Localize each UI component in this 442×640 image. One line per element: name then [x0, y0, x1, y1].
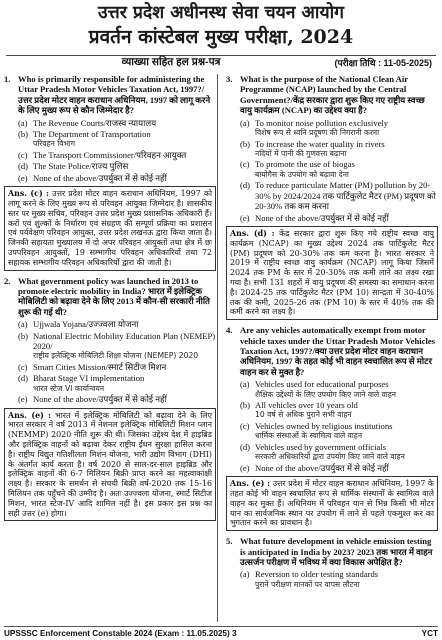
option-a: [4, 118, 216, 128]
option-text-en: To promote the use of biogas: [255, 159, 355, 170]
option-letter: (b): [18, 330, 29, 341]
question-number: 4.: [226, 325, 233, 336]
option-letter: (d): [240, 180, 251, 191]
commission-title: उत्तर प्रदेश अधीनस्थ सेवा चयन आयोग: [98, 3, 344, 23]
answer-box-4: [226, 476, 438, 531]
option-e: [4, 394, 216, 404]
question-3: [226, 74, 438, 116]
option-b: [226, 139, 438, 159]
option-text-hi: शैक्षिक उद्देश्यों के लिए उपयोग किए जाने वाले वाहन: [255, 389, 397, 399]
option-a: [4, 319, 216, 329]
option-text-hi: उपर्युक्त में से कोई नहीं: [320, 462, 389, 473]
option-text-en: The Department of Transportation: [33, 129, 151, 140]
option-letter: (a): [18, 319, 28, 330]
question-number: 5.: [226, 536, 233, 547]
subtitle-bar: [6, 55, 436, 71]
option-text-hi: सरकारी अधिकारियों द्वारा उपयोग किए जाने वाले वाहन: [255, 452, 405, 462]
option-letter: (c): [240, 159, 250, 170]
paper-subtitle: व्याख्या सहित हल प्रश्न-पत्र: [121, 56, 221, 68]
option-text-en: Vehicles owned by religious institutions: [255, 420, 393, 431]
option-text-hi: बायोगैस के उपयोग को बढ़ावा देना: [255, 169, 349, 179]
option-text-hi: पुराने परीक्षण मानकों पर वापस लौटना: [255, 579, 360, 589]
option-a: [226, 379, 438, 399]
option-text-en: All vehicles over 10 years old: [255, 400, 358, 411]
two-column-body: [4, 74, 440, 622]
option-letter: (a): [240, 117, 250, 128]
right-column: [226, 74, 438, 622]
option-text-hi: नदियों में पानी की गुणवत्ता बढ़ाना: [255, 148, 347, 158]
option-text-en: None of the above/: [255, 212, 321, 223]
option-a: [226, 569, 438, 589]
option-letter: (c): [240, 420, 250, 431]
option-letter: (c): [18, 149, 28, 160]
option-d: [4, 161, 216, 171]
question-text-en: Who is primarily responsible for administering the Uttar Pradesh Motor Vehicles Taxation Act, 1997?/: [18, 74, 205, 95]
option-b: [4, 129, 216, 149]
option-text-en: The Transport Commissioner/: [33, 149, 137, 160]
option-c: [226, 421, 438, 441]
option-text-hi: 10 वर्ष से अधिक पुराने सभी वाहन: [255, 410, 352, 420]
option-letter: (a): [18, 117, 28, 128]
option-text-hi: उज्ज्वला योजना: [88, 319, 139, 330]
option-letter: (d): [18, 161, 29, 172]
option-text-en: Smart Cities Mission/: [33, 361, 108, 372]
question-2: [4, 276, 216, 318]
answer-explanation-cont: अतः उज्ज्वला योजना, स्मार्ट सिटीज मिशन, भारत स्टेज-IV आदि शामिल नहीं है। इस प्रकार इस प्रश्न का सही उत्तर (e) होगा।: [8, 488, 212, 518]
option-text-hi: राज्य पुलिस: [91, 161, 129, 172]
option-letter: (b): [240, 138, 251, 149]
answer-label: Ans. (e) :: [230, 479, 271, 489]
question-text-hi: क्या उत्तर प्रदेश मोटर वाहन कराधान अधिनियम, 1997 के तहत कोई भी वाहन स्वचालित रूप से मोटर वाहन कर से मुक्त है?: [240, 345, 432, 377]
option-text-hi: भारत स्टेज VI कार्यान्वयन: [33, 383, 105, 393]
option-text-hi: उपर्युक्त में से कोई नहीं: [98, 172, 167, 183]
option-text-en: None of the above/: [33, 172, 99, 183]
option-c: [4, 150, 216, 160]
question-number: 1.: [4, 74, 11, 84]
option-e: [226, 213, 438, 223]
option-letter: (b): [240, 400, 251, 411]
answer-explanation: उत्तर प्रदेश में मोटर वाहन कराधान अधिनियम, 1997 के तहत कोई भी वाहन स्वचालित रूप से धार्मिक संस्थानों के स्वामित्व वाले वाहन कर मुक्त हैं। अधिनियम में परिवहन यान से भिन्न किसी भी मोटर यान का सार्वजनिक स्थान पर उपयोग में लाने से पहले एकमुश्त कर का भुगतान करने का प्रावधान है।: [230, 479, 434, 528]
question-number: 2.: [4, 275, 11, 286]
option-letter: (a): [240, 379, 250, 390]
option-letter: (c): [18, 361, 28, 372]
option-text-en: To reduce particulate Matter (PM) pollution by 20-30% by 2024/: [255, 180, 431, 201]
option-letter: (e): [18, 172, 28, 183]
option-letter: (d): [240, 441, 251, 452]
question-text-hi: 2023 तक भारत में वाहन उत्सर्जन परीक्षण में भविष्य में क्या विकास अपेक्षित है?: [240, 546, 433, 567]
option-text-hi: 2024 तक पार्टिकुलेट मैटर (PM) प्रदूषण को 20-30% तक कम करना: [255, 190, 436, 212]
option-c: [226, 159, 438, 179]
option-text-en: Reversion to older testing standards: [255, 569, 379, 580]
option-d: [226, 180, 438, 211]
question-text-hi: भारत में इलेक्ट्रिक मोबिलिटी को बढ़ावा देने के लिए 2013 में कौन-सी सरकारी नीति शुरू की गई थी?: [18, 285, 210, 317]
left-column: [4, 74, 216, 622]
option-letter: (d): [18, 373, 29, 384]
option-letter: (a): [240, 569, 250, 580]
option-text-en: None of the above/: [33, 394, 99, 405]
option-text-hi: स्मार्ट सिटीज मिशन: [107, 361, 167, 372]
answer-box-3: [226, 226, 438, 320]
question-number: 3.: [226, 74, 233, 84]
question-text-en: What future development in vehicle emission testing is anticipated in India by 2023?: [240, 536, 432, 557]
option-text-hi: राजस्व न्यायालय: [106, 117, 157, 128]
option-text-hi: उपर्युक्त में से कोई नहीं: [320, 212, 389, 223]
question-4: [226, 325, 438, 377]
option-letter: (e): [240, 212, 250, 223]
answer-explanation: उत्तर प्रदेश मोटर वाहन कराधान अधिनियम, 1997 को लागू करने के लिए मुख्य रूप से परिवहन आयुक्त जिम्मेदार है। शासकीय स्तर पर मुख्य सचिव, परिवहन उत्तर प्रदेश मुख्य प्रशासनिक अधिकारी हैं। करों एवं शुल्कों के निर्धारण एवं संग्रहण की सम्पूर्ण प्रक्रिया का प्रशासन एवं पर्यवेक्षण परिवहन आयुक्त, उत्तर प्रदेश लखनऊ द्वारा किया जाता है। जिनकी सहायता मुख्यालय में दो अपर परिवहन आयुक्तों तथा क्षेत्र में छः उपपरिवहन आयुक्तों, 19 सम्भागीय परिवहन अधिकारियों तथा 72 सहायक सम्भागीय परिवहन अधिकारियों द्वारा की जाती है।: [8, 189, 212, 267]
publisher-mark: YCT: [421, 629, 438, 638]
option-text-en: The State Police/: [33, 161, 92, 172]
question-5: [226, 536, 438, 567]
footer-exam-text: UPSSSC Enforcement Constable 2024 (Exam : 11.05.2025): [4, 629, 230, 638]
option-e: [4, 173, 216, 183]
footer-exam-label: [4, 629, 237, 638]
option-d: [4, 373, 216, 393]
option-text-en: National Electric Mobility Education Plan (NEMEP) 2020/: [33, 330, 216, 351]
option-c: [4, 362, 216, 372]
answer-explanation: भारत में इलेक्ट्रिक मोबिलिटी को बढ़ावा देने के लिए भारत सरकार ने वर्ष 2013 में नेशनल इलेक्ट्रिक मोबिलिटी मिशन प्लान (NEMMP) 2020 नीति शुरू की थी। जिसका उद्देश्य देश में हाइब्रिड और इलेक्ट्रिक वाहनों को बढ़ावा देकर राष्ट्रीय ईंधन सुरक्षा हासिल करना है। राष्ट्रीय विद्युत गतिशीलता मिशन योजना, भारी उद्योग विभाग (DHI) के अंतर्गत कार्य करता है। वर्ष 2020 से साल-दर-साल हाइब्रिड और इलेक्ट्रिक वाहनों की 6-7 मिलियन बिक्री प्राप्त करने का महत्वाकांक्षी लक्ष्य है। सरकार के समर्थन से संचयी बिक्री वर्ष-2020 तक 15-16 मिलियन तक पहुँचने की उम्मीद है।: [8, 410, 212, 498]
option-b: [4, 331, 216, 361]
question-text-en: Are any vehicles automatically exempt from motor vehicle taxes under the Uttar Pradesh Motor Vehicles Taxation Act, 1997?/: [240, 325, 436, 356]
option-text-en: Vehicles used by government officials: [255, 441, 387, 452]
page-number: 3: [232, 629, 237, 638]
question-text-hi: उत्तर प्रदेश मोटर वाहन कराधान अधिनियम, 1997 को लागू करने के लिए मुख्य रूप से कौन जिम्मेदार है?: [18, 94, 211, 116]
exam-title: प्रवर्तन कांस्टेबल मुख्य परीक्षा, 2024: [88, 26, 354, 48]
option-text-hi: परिवहन आयुक्त: [136, 149, 187, 160]
option-letter: (b): [18, 129, 29, 140]
question-1: [4, 74, 216, 116]
option-text-hi: राष्ट्रीय इलेक्ट्रिक मोबिलिटी शिक्षा योजना (NEMEP) 2020: [33, 351, 199, 361]
option-text-en: To increase the water quality in rivers: [255, 138, 385, 149]
answer-box-2: [4, 408, 216, 522]
page-footer: [4, 626, 438, 639]
option-b: [226, 400, 438, 420]
option-text-en: Ujjwala Yojana/: [33, 319, 89, 330]
answer-label: Ans. (d) :: [230, 228, 275, 238]
option-letter: (e): [18, 394, 28, 405]
option-a: [226, 118, 438, 138]
option-text-hi: धार्मिक संस्थाओं के स्वामित्व वाले वाहन: [255, 431, 363, 441]
option-text-en: Vehicles used for educational purposes: [255, 379, 389, 390]
option-text-en: The Revenue Courts/: [33, 117, 107, 128]
answer-label: Ans. (c) :: [8, 189, 49, 199]
option-text-en: None of the above/: [255, 462, 321, 473]
question-text-en: What government policy was launched in 2013 to promote electric mobility in India?: [18, 275, 199, 296]
exam-date: (परीक्षा तिथि : 11-05-2025): [334, 58, 432, 68]
option-text-hi: विशेष रूप से ध्वनि प्रदूषण की निगरानी करना: [255, 128, 380, 138]
answer-label: Ans. (e) :: [8, 410, 52, 420]
question-text-hi: केंद्र सरकार द्वारा शुरू किए गए राष्ट्रीय स्वच्छ वायु कार्यक्रम (NCAP) का उद्देश्य क्या है?: [240, 94, 425, 116]
option-text-en: To monitor noise pollution exclusively: [255, 117, 389, 128]
option-letter: (e): [240, 462, 250, 473]
option-text-hi: उपर्युक्त में से कोई नहीं: [98, 394, 167, 405]
option-d: [226, 442, 438, 462]
option-text-en: Bharat Stage VI implementation: [33, 373, 145, 384]
answer-explanation: केंद्र सरकार द्वारा शुरू किए गये राष्ट्रीय स्वच्छ वायु कार्यक्रम (NCAP) का मुख्य उद्देश्य 2024 तक पार्टिकुलेट मैटर (PM) प्रदूषण को 20-30% तक कम करना है। भारत सरकार ने 2019 में राष्ट्रीय स्वच्छ वायु कार्यक्रम (NCAP) लागू किया जिसमें 2024 तक PM के स्तर में 20-30% तक कमी लाने का लक्ष्य रखा गया है। सभी 131 शहरों में वायु प्रदूषण की समस्या का समाधान करना है। 2024-25 तक पार्टिकुलेट मैटर (PM 10) सान्द्रता में 30-40% तक की कमी, 2025-26 तक (PM 10) के स्तर में 40% तक की कमी करने का लक्ष्य है।: [230, 228, 434, 317]
question-text-en: What is the purpose of the National Clean Air Programme (NCAP) launched by the Central Government?/: [240, 74, 408, 105]
option-e: [226, 463, 438, 473]
option-text-hi: परिवहन विभाग: [33, 139, 76, 149]
answer-box-1: [4, 186, 216, 270]
